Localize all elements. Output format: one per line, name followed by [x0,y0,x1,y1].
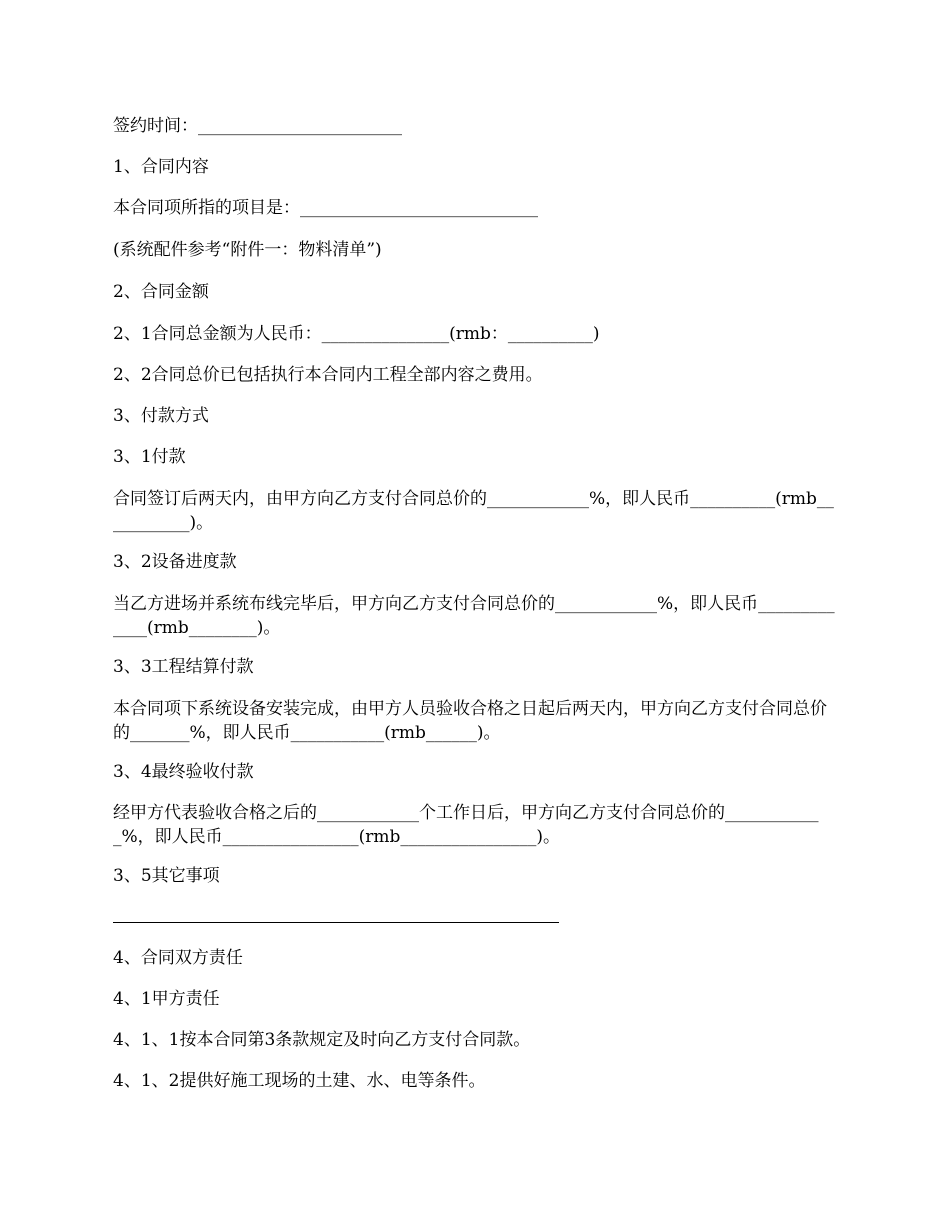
clause-3-3-text: 本合同项下系统设备安装完成，由甲方人员验收合格之日起后两天内，甲方向乙方支付合同总价的_______%，即人民币___________(rmb______)。 [113,699,827,743]
clause-4-1-heading: 4、1甲方责任 [113,989,220,1009]
clause-3-2-text: 当乙方进场并系统布线完毕后，甲方向乙方支付合同总价的____________%，即人民币_____________(rmb________)。 [113,594,835,638]
section-3-heading: 3、付款方式 [113,406,209,426]
clause-2-2: 2、2合同总价已包括执行本合同内工程全部内容之费用。 [113,365,543,385]
section-4-heading: 4、合同双方责任 [113,948,243,968]
parts-reference-note: (系统配件参考“附件一：物料清单”) [113,240,382,260]
section-1-heading: 1、合同内容 [113,157,209,177]
signing-date-line: 签约时间：________________________ [113,116,402,136]
clause-3-2-heading: 3、2设备进度款 [113,552,237,572]
clause-3-3-heading: 3、3工程结算付款 [113,657,254,677]
clause-3-4-heading: 3、4最终验收付款 [113,762,254,782]
project-line: 本合同项所指的项目是：____________________________ [113,198,538,218]
clause-4-1-1: 4、1、1按本合同第3条款规定及时向乙方支付合同款。 [113,1030,531,1050]
clause-3-5-heading: 3、5其它事项 [113,866,220,886]
clause-3-4-text: 经甲方代表验收合格之后的____________个工作日后，甲方向乙方支付合同总价的____________%，即人民币________________(rmb________________)。 [113,803,819,847]
blank-fill-line [113,922,559,923]
clause-4-1-2: 4、1、2提供好施工现场的土建、水、电等条件。 [113,1071,486,1091]
clause-3-1-text: 合同签订后两天内，由甲方向乙方支付合同总价的____________%，即人民币__________(rmb___________)。 [113,489,834,533]
clause-2-1: 2、1合同总金额为人民币：_______________(rmb：__________) [113,324,600,344]
section-2-heading: 2、合同金额 [113,282,209,302]
clause-3-1-heading: 3、1付款 [113,447,186,467]
